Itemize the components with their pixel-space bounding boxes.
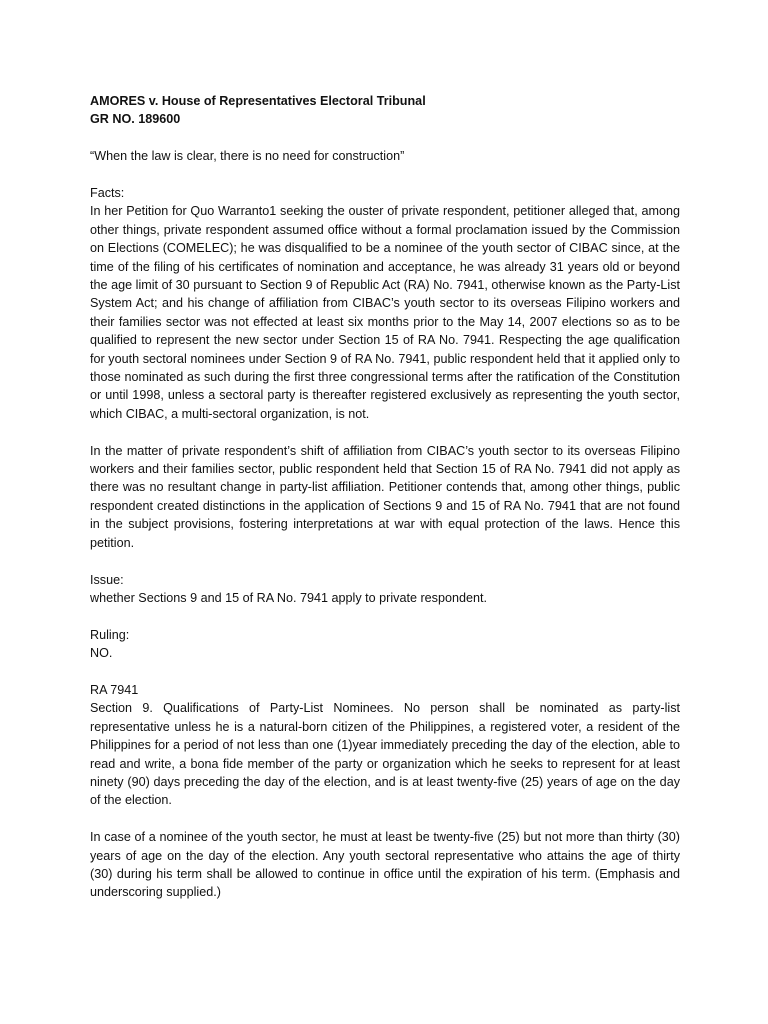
facts-paragraph-1: In her Petition for Quo Warranto1 seeking the ouster of private respondent, petitioner alleged that, among other things, private respondent assumed office without a formal proclamation issued by the Commission on Elections (COMELEC); he was disqualified to be a nominee of the youth sector of CIBAC since, at the time of the filing of his certificates of nomination and acceptance, he was already 31 years old or beyond the age limit of 30 pursuant to Section 9 of Republic Act (RA) No. 7941, otherwise known as the Party-List System Act; and his change of affiliation from CIBAC’s youth sector to its overseas Filipino workers and their families sector was not effected at least six months prior to the May 14, 2007 elections so as to be qualified to represent the new sector under Section 15 of RA No. 7941. Respecting the age qualification for youth sectoral nominees under Section 9 of RA No. 7941, public respondent held that it applied only to those nominated as such during the first three congressional terms after the ratification of the Constitution or until 1998, unless a sectoral party is thereafter registered exclusively as representing the youth sector, which CIBAC, a multi-sectoral organization, is not.	[90, 204, 680, 421]
facts-paragraph-2: In the matter of private respondent’s shift of affiliation from CIBAC’s youth sector to its overseas Filipino workers and their families sector, public respondent held that Section 15 of RA No. 7941 did not apply as there was no resultant change in party-list affiliation. Petitioner contends that, among other things, public respondent created distinctions in the application of Sections 9 and 15 of RA No. 7941 that are not found in the subject provisions, fostering interpretations at war with equal protection of the laws. Hence this petition.	[90, 443, 680, 550]
spacer	[90, 129, 680, 147]
spacer	[90, 166, 680, 184]
spacer	[90, 607, 680, 625]
spacer	[90, 663, 680, 681]
spacer	[90, 810, 680, 828]
spacer	[90, 423, 680, 441]
youth-sector-text: In case of a nominee of the youth sector, he must at least be twenty-five (25) but not more than thirty (30) years of age on the day of the election. Any youth sectoral representative who attains the age of thirty (30) during his term shall be allowed to continue in office until the expiration of his term. (Emphasis and underscoring supplied.)	[90, 830, 680, 900]
issue-text: whether Sections 9 and 15 of RA No. 7941 apply to private respondent.	[90, 590, 487, 605]
ruling-text: NO.	[90, 646, 113, 661]
statute-heading: RA 7941	[90, 682, 139, 697]
section-9-text: Section 9. Qualifications of Party-List Nominees. No person shall be nominated as party-list representative unless he is a natural-born citizen of the Philippines, a registered voter, a resident of the Philippines for a period of not less than one (1)year immediately preceding the day of the election, able to read and write, a bona fide member of the party or organization which he seeks to represent for at least ninety (90) days preceding the day of the election, and is at least twenty-five (25) years of age on the day of the election.	[90, 701, 680, 808]
facts-heading: Facts:	[90, 186, 125, 200]
doctrine-quote: “When the law is clear, there is no need for construction”	[90, 149, 405, 164]
spacer	[90, 552, 680, 570]
ruling-heading: Ruling:	[90, 627, 130, 642]
case-title: AMORES v. House of Representatives Electoral Tribunal	[90, 94, 426, 108]
issue-heading: Issue:	[90, 572, 124, 587]
gr-number: GR NO. 189600	[90, 112, 181, 127]
